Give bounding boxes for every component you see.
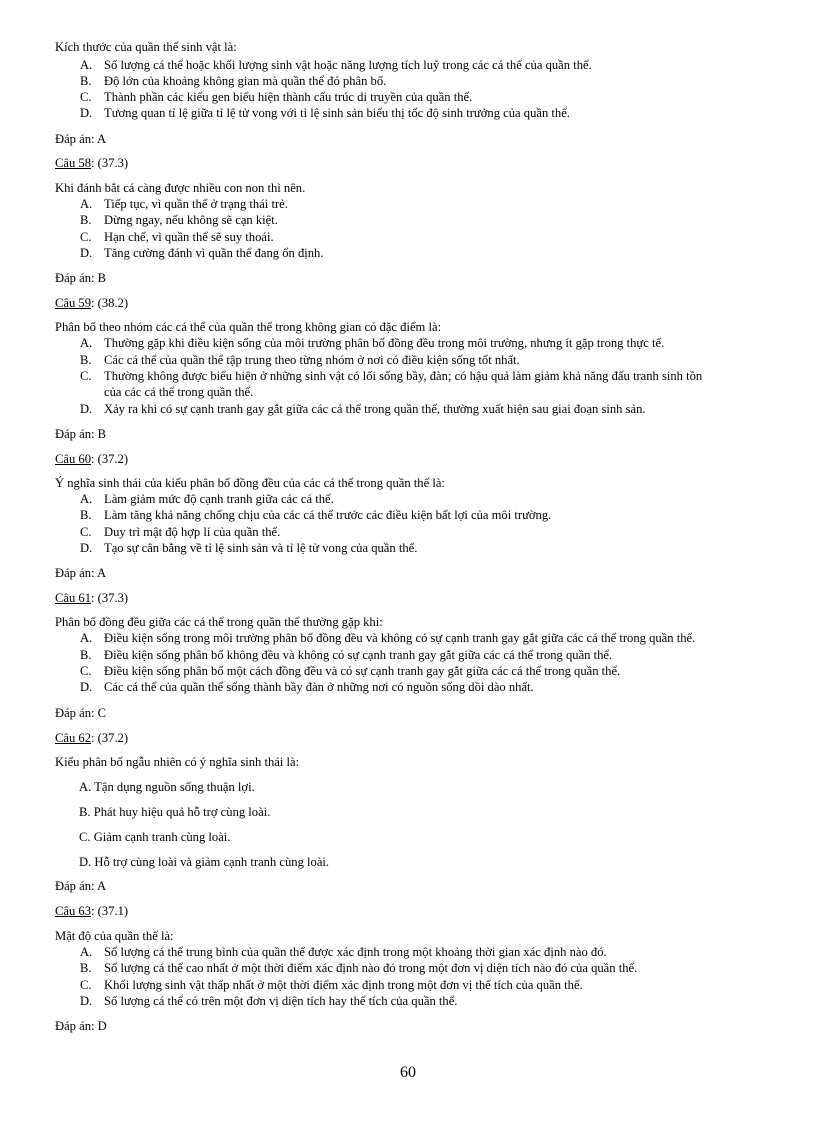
question-header: Câu 62: (37.2) [55, 731, 129, 745]
option-a: A. Số lượng cá thể trung bình của quần thể được xác định trong một khoảng thời gian xác định nào đó. [80, 945, 607, 959]
option-a: A. Điều kiện sống trong môi trường phân bố đồng đều và không có sự cạnh tranh gay gắt giữa các cá thể trong quần thể. [80, 631, 696, 645]
option-c-continued: của các cá thể trong quần thể. [104, 385, 254, 399]
question-intro: Kích thước của quần thể sinh vật là: [55, 40, 237, 54]
page-number: 60 [400, 1064, 416, 1081]
option-a: A. Số lượng cá thể hoặc khối lượng sinh vật hoặc năng lượng tích luỹ trong các cá thể của quần thể. [80, 58, 592, 72]
question-header: Câu 58: (37.3) [55, 156, 129, 170]
answer: Đáp án: C [55, 706, 107, 720]
option-b: B. Dừng ngay, nếu không sẽ cạn kiệt. [80, 213, 278, 227]
question-header: Câu 60: (37.2) [55, 452, 129, 466]
question-header: Câu 61: (37.3) [55, 591, 129, 605]
option-c: C. Duy trì mật độ hợp lí của quần thể. [80, 525, 281, 539]
option-d: D. Các cá thể của quần thể sống thành bầy đàn ở những nơi có nguồn sống dồi dào nhất. [80, 680, 534, 694]
option-b: B. Làm tăng khả năng chống chịu của các cá thể trước các điều kiện bất lợi của môi trường. [80, 508, 552, 522]
question-intro: Khi đánh bắt cá càng được nhiều con non thì nên. [55, 181, 306, 195]
question-intro: Ý nghĩa sinh thái của kiểu phân bố đồng đều của các cá thể trong quần thể là: [55, 476, 445, 490]
option-d: D. Tương quan tỉ lệ giữa tỉ lệ tử vong với tỉ lệ sinh sản biểu thị tốc độ sinh trưởng của quần thể. [80, 106, 570, 120]
option-c: C. Điều kiện sống phân bố một cách đồng đều và có sự cạnh tranh gay gắt giữa các cá thể trong quần thể. [80, 664, 621, 678]
option-a: A. Tiếp tục, vì quần thể ở trạng thái trẻ. [80, 197, 288, 211]
option-c: C. Thành phần các kiểu gen biểu hiện thành cấu trúc di truyền của quần thể. [80, 90, 473, 104]
question-intro: Kiểu phân bố ngẫu nhiên có ý nghĩa sinh thái là: [55, 755, 300, 769]
option-d: D. Xảy ra khi có sự cạnh tranh gay gắt giữa các cá thể trong quần thể, thường xuất hiện sau giai đoạn sinh sản. [80, 402, 646, 416]
option-b: B. Phát huy hiệu quả hỗ trợ cùng loài. [79, 805, 271, 819]
question-header: Câu 63: (37.1) [55, 904, 129, 918]
option-c: C. Khối lượng sinh vật thấp nhất ở một thời điểm xác định trong một đơn vị thể tích của quần thể. [80, 978, 583, 992]
option-d: D. Hỗ trợ cùng loài và giảm cạnh tranh cùng loài. [79, 855, 330, 869]
option-a: A. Thường gặp khi điều kiện sống của môi trường phân bố đồng đều trong môi trường, nhưng ít gặp trong thực tế. [80, 336, 665, 350]
question-intro: Phân bố đồng đều giữa các cá thể trong quần thể thường gặp khi: [55, 615, 383, 629]
option-a: A. Tận dụng nguồn sống thuận lợi. [79, 780, 255, 794]
question-intro: Phân bố theo nhóm các cá thể của quần thể trong không gian có đặc điểm là: [55, 320, 442, 334]
answer: Đáp án: B [55, 427, 107, 441]
answer: Đáp án: A [55, 132, 107, 146]
option-a: A. Làm giảm mức độ cạnh tranh giữa các cá thể. [80, 492, 334, 506]
option-d: D. Số lượng cá thể có trên một đơn vị diện tích hay thể tích của quần thể. [80, 994, 458, 1008]
option-d: D. Tạo sự cân bằng về tỉ lệ sinh sản và tỉ lệ tử vong của quần thể. [80, 541, 418, 555]
answer: Đáp án: A [55, 879, 107, 893]
option-c: C. Giảm cạnh tranh cùng loài. [79, 830, 231, 844]
option-b: B. Các cá thể của quần thể tập trung theo từng nhóm ở nơi có điều kiện sống tốt nhất. [80, 353, 520, 367]
question-intro: Mật độ của quần thể là: [55, 929, 174, 943]
option-b: B. Số lượng cá thể cao nhất ở một thời điểm xác định nào đó trong một đơn vị diện tích nào đó của quần thể. [80, 961, 638, 975]
question-header: Câu 59: (38.2) [55, 296, 129, 310]
answer: Đáp án: D [55, 1019, 107, 1033]
option-d: D. Tăng cường đánh vì quần thể đang ổn định. [80, 246, 324, 260]
option-b: B. Điều kiện sống phân bố không đều và không có sự cạnh tranh gay gắt giữa các cá thể trong quần thể. [80, 648, 613, 662]
answer: Đáp án: B [55, 271, 107, 285]
option-b: B. Độ lớn của khoảng không gian mà quần thể đó phân bố. [80, 74, 387, 88]
option-c: C. Thường không được biểu hiện ở những sinh vật có lối sống bầy, đàn; có hậu quả làm giảm khả năng đấu tranh sinh tồn [80, 369, 703, 383]
answer: Đáp án: A [55, 566, 107, 580]
option-c: C. Hạn chế, vì quần thể sẽ suy thoái. [80, 230, 274, 244]
